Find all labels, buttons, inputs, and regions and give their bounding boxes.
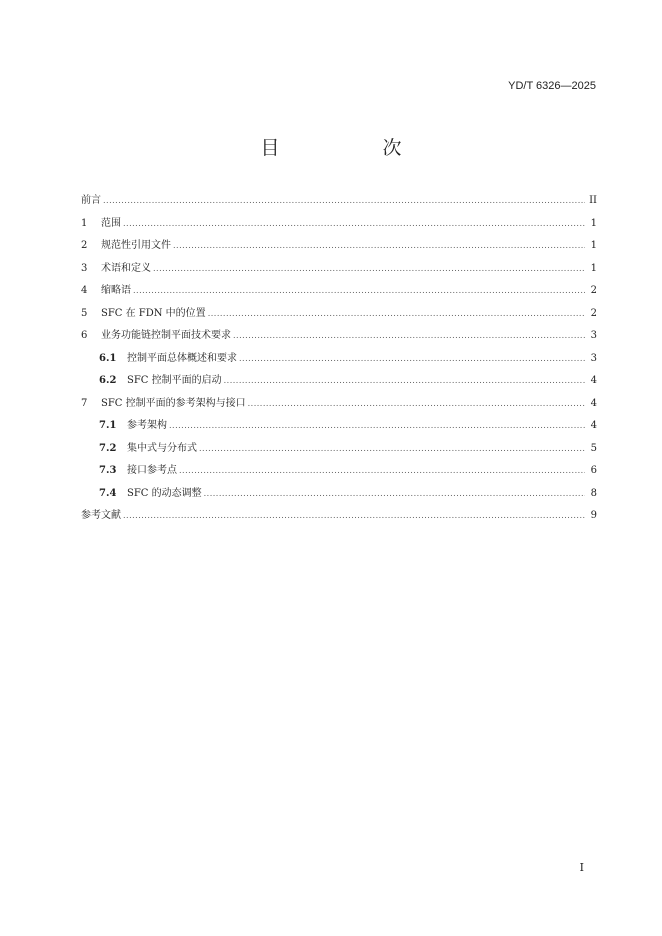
toc-entry-page: 4 (590, 375, 597, 386)
toc-leader-dots (123, 213, 585, 236)
toc-entry-number: 2 (81, 240, 88, 251)
toc-entry-page: 3 (590, 330, 597, 341)
toc-entry[interactable] (81, 483, 597, 506)
toc-entry[interactable] (81, 190, 597, 213)
toc-entry[interactable] (81, 370, 597, 393)
toc-entry-label: 范围 (101, 217, 121, 229)
toc-entry-number: 7.4 (99, 487, 117, 499)
toc-leader-dots (169, 415, 585, 438)
toc-entry-page: 6 (590, 465, 597, 476)
toc-leader-dots (179, 460, 585, 483)
toc-entry-number: 6.1 (99, 352, 117, 364)
toc-entry-page: II (589, 195, 597, 206)
toc-entry-number: 4 (81, 285, 88, 296)
toc-entry[interactable] (81, 213, 597, 236)
toc-leader-dots (103, 190, 585, 213)
toc-entry-label: 前言 (81, 195, 101, 206)
toc-entry-label: 规范性引用文件 (101, 240, 171, 251)
toc-entry[interactable] (81, 280, 597, 303)
toc-leader-dots (248, 393, 585, 416)
toc-leader-dots (224, 370, 585, 393)
toc-entry-number: 7 (81, 397, 88, 409)
toc-entry-page: 4 (590, 397, 597, 409)
toc-entry[interactable] (81, 258, 597, 281)
toc-leader-dots (204, 483, 585, 506)
toc-leader-dots (133, 280, 585, 303)
toc-entry-number: 6 (81, 330, 88, 341)
toc-entry[interactable] (81, 460, 597, 483)
toc-entry-label: 控制平面总体概述和要求 (127, 352, 237, 364)
toc-entry-label: SFC 的动态调整 (127, 487, 202, 499)
toc-leader-dots (239, 348, 585, 371)
toc-entry-label: SFC 控制平面的参考架构与接口 (101, 397, 246, 409)
toc-entry-page: 2 (590, 307, 597, 319)
toc-entry-page: 9 (590, 510, 597, 521)
toc-entry-label: 术语和定义 (101, 262, 151, 274)
toc-entry-number: 7.2 (99, 442, 117, 454)
toc-entry-page: 2 (590, 285, 597, 296)
toc-entry-label: SFC 在 FDN 中的位置 (101, 307, 206, 319)
toc-entry-number: 7.1 (99, 420, 117, 431)
toc-entry-number: 3 (81, 262, 88, 274)
toc-entry-label: 参考架构 (127, 420, 167, 431)
toc-entry-page: 1 (590, 217, 597, 229)
document-id: YD/T 6326—2025 (508, 80, 596, 92)
toc-entry-label: 业务功能链控制平面技术要求 (101, 330, 231, 341)
toc-entry-page: 1 (590, 240, 597, 251)
toc-entry-page: 3 (590, 352, 597, 364)
toc-entry[interactable] (81, 393, 597, 416)
toc-entry-page: 4 (590, 420, 597, 431)
toc-entry[interactable] (81, 303, 597, 326)
toc-entry[interactable] (81, 348, 597, 371)
toc-leader-dots (199, 438, 585, 461)
toc-entry-page: 5 (590, 442, 597, 454)
toc-entry[interactable] (81, 505, 597, 528)
table-of-contents (81, 190, 597, 528)
toc-entry[interactable] (81, 438, 597, 461)
toc-entry-label: 集中式与分布式 (127, 442, 197, 454)
toc-entry-label: 接口参考点 (127, 465, 177, 476)
footer-page-number: I (579, 861, 584, 874)
toc-leader-dots (153, 258, 585, 281)
toc-entry-number: 5 (81, 307, 88, 319)
toc-entry-label: 参考文献 (81, 510, 121, 521)
toc-entry-number: 7.3 (99, 465, 117, 476)
page-title: 目 次 (260, 137, 444, 159)
toc-entry[interactable] (81, 415, 597, 438)
toc-entry-label: 缩略语 (101, 285, 131, 296)
toc-leader-dots (173, 235, 585, 258)
toc-entry[interactable] (81, 325, 597, 348)
toc-entry-number: 6.2 (99, 375, 117, 386)
toc-entry-label: SFC 控制平面的启动 (127, 375, 222, 386)
toc-entry-page: 8 (590, 487, 597, 499)
toc-leader-dots (233, 325, 585, 348)
toc-entry[interactable] (81, 235, 597, 258)
toc-leader-dots (123, 505, 585, 528)
toc-entry-number: 1 (81, 217, 88, 229)
toc-leader-dots (208, 303, 585, 326)
toc-entry-page: 1 (590, 262, 597, 274)
